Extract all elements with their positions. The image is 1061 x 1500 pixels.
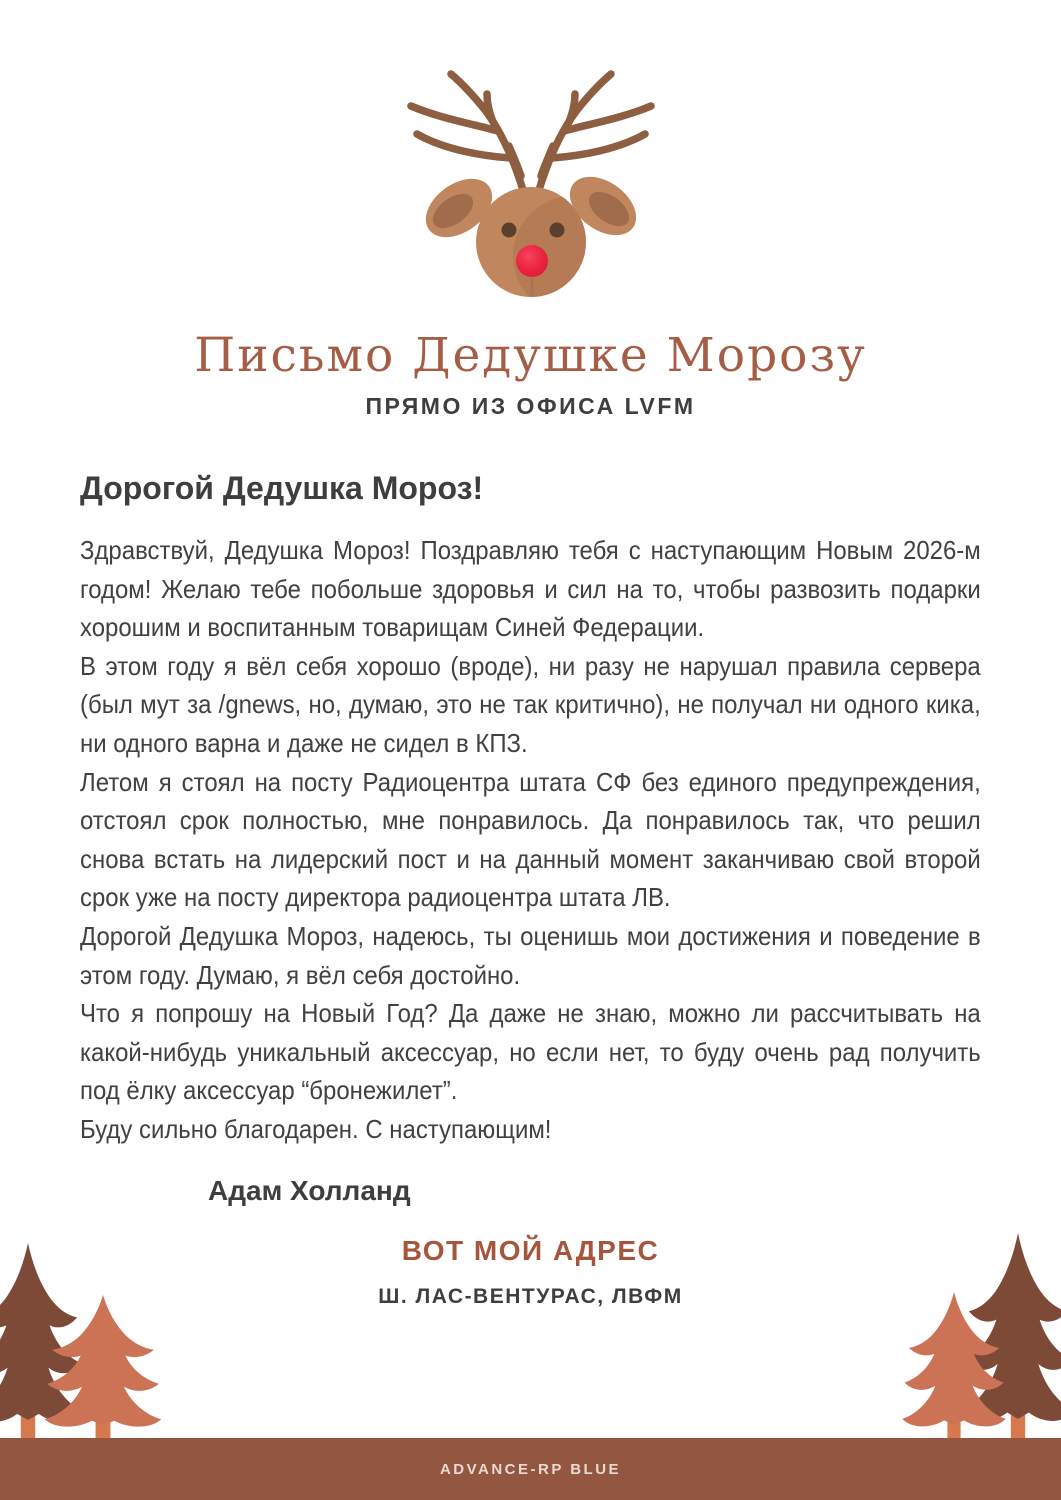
page-title: Письмо Дедушке Морозу [194, 328, 867, 383]
paragraph: Здравствуй, Дедушка Мороз! Поздравляю тебя с наступающим Новым 2026-м годом! Желаю тебе побольше здоровья и сил на то, чтобы развозить подарки хорошим и воспитанным товарищам Синей Федерации. [80, 535, 981, 643]
letter-greeting: Дорогой Дедушка Мороз! [80, 470, 484, 506]
paragraph: Летом я стоял на посту Радиоцентра штата СФ без единого предупреждения, отстоял срок полностью, мне понравилось. Да понравилось так, что решил снова встать на лидерский пост и на данный момент заканчиваю свой второй срок уже на посту директора радиоцентра штата ЛВ. [80, 766, 981, 913]
address-line: Ш. ЛАС-ВЕНТУРАС, ЛВФМ [378, 1284, 683, 1308]
address-heading: ВОТ МОЙ АДРЕС [401, 1234, 660, 1266]
footer-bar [0, 1438, 1061, 1500]
paragraph: Дорогой Дедушка Мороз, надеюсь, ты оценишь мои достижения и поведение в этом году. Думаю, я вёл себя достойно. [80, 920, 981, 990]
red-nose-icon [516, 245, 548, 277]
reindeer-head-icon [401, 58, 661, 308]
fir-tree-light-right-icon [899, 1292, 1009, 1440]
signature: Адам Холланд [208, 1174, 411, 1206]
page-subtitle: ПРЯМО ИЗ ОФИСА LVFM [365, 393, 696, 419]
antlers-icon [411, 74, 651, 190]
left-eye-icon [501, 223, 516, 238]
footer-label: ADVANCE-RP BLUE [439, 1460, 622, 1478]
right-eye-icon [549, 223, 564, 238]
letter-body [80, 531, 981, 1149]
letter-content [80, 470, 981, 1207]
paragraph: В этом году я вёл себя хорошо (вроде), ни разу не нарушал правила сервера (был мут за /gnews, но, думаю, это не так критично), не получал ни одного кика, ни одного варна и даже не сидел в КПЗ. [80, 650, 981, 758]
paragraph: Буду сильно благодарен. С наступающим! [80, 1113, 552, 1144]
paragraph: Что я попрошу на Новый Год? Да даже не знаю, можно ли рассчитывать на какой-нибудь уникальный аксессуар, но если нет, то буду очень рад получить под ёлку аксессуар “бронежилет”. [80, 998, 981, 1106]
fir-tree-light-left-icon [41, 1295, 165, 1440]
